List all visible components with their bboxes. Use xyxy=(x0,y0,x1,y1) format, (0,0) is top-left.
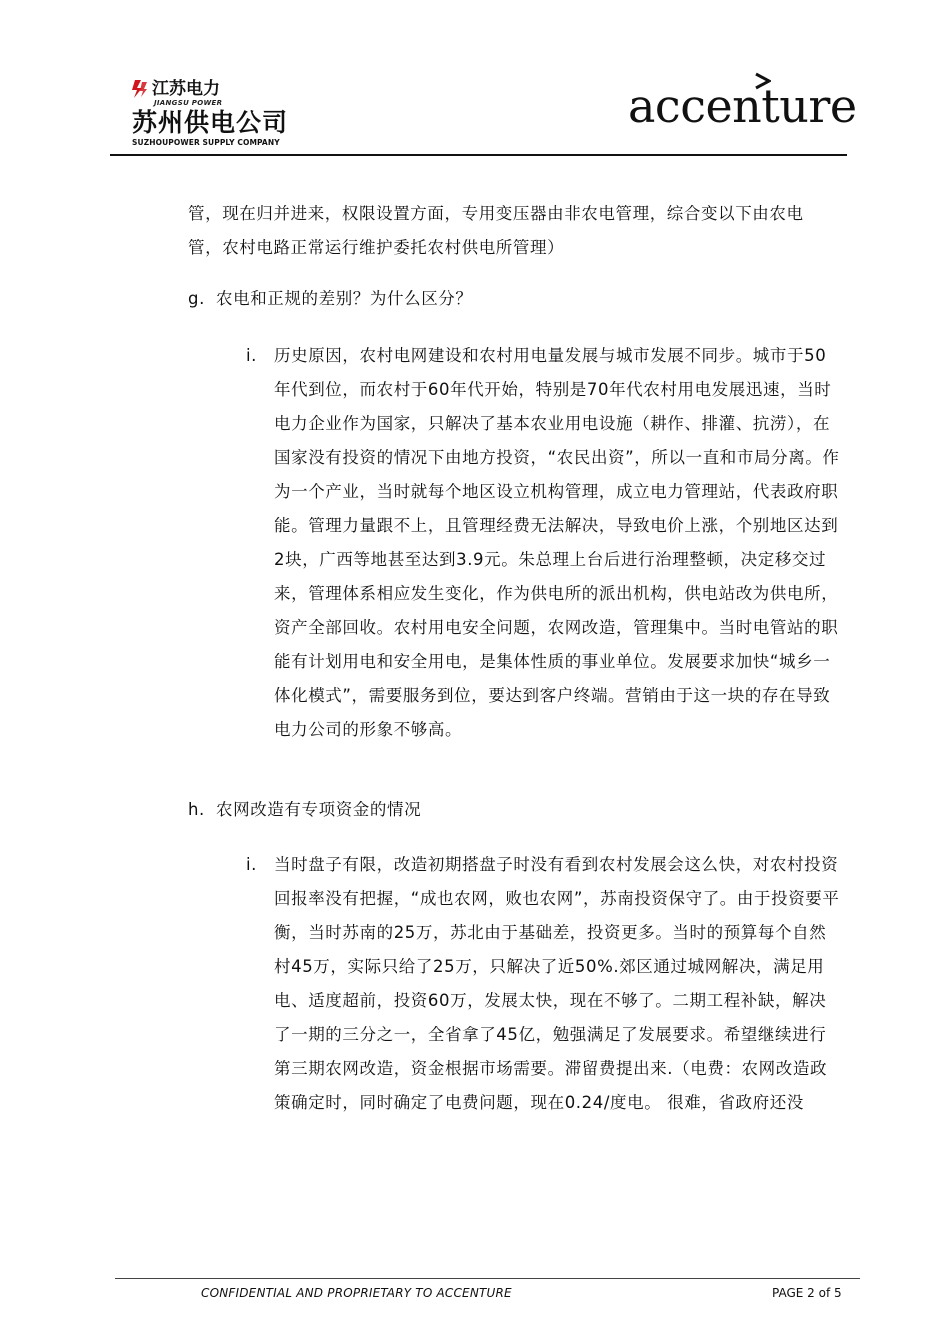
intro-paragraph: 管，现在归并进来，权限设置方面，专用变压器由非农电管理，综合变以下由农电管，农村电路正常运行维护委托农村供电所管理） xyxy=(188,204,804,257)
jiangsu-power-emblem-icon xyxy=(132,80,148,98)
list-marker: g. xyxy=(188,289,205,308)
list-item-text: 农网改造有专项资金的情况 xyxy=(216,800,422,819)
header-divider xyxy=(110,154,847,156)
logo-en-top: JIANGSU POWER xyxy=(154,99,223,107)
sub-item-h-i xyxy=(246,848,846,1120)
confidential-notice: CONFIDENTIAL AND PROPRIETARY TO ACCENTURE xyxy=(201,1286,512,1300)
logo-company-name-en: SUZHOUPOWER SUPPLY COMPANY xyxy=(132,138,280,147)
accenture-wordmark: accenture xyxy=(628,79,857,133)
sub-item-text: 当时盘子有限，改造初期搭盘子时没有看到农村发展会这么快，对农村投资回报率没有把握，“成也农网，败也农网”，苏南投资保守了。由于投资要平衡，当时苏南的25万，苏北由于基础差，投资更多。当时的预算每个自然村45万，实际只给了25万，只解决了近50%.郊区通过城网解决，满足用电、适度超前，投资60万，发展太快，现在不够了。二期工程补缺，解决了一期的三分之一，全省拿了45亿，勉强满足了发展要求。希望继续进行第三期农网改造，资金根据市场需要。滞留费提出来.（电费：农网改造政策确定时，同时确定了电费问题，现在0.24/度电。 很难，省政府还没 xyxy=(274,855,840,1112)
logo-cn-top: 江苏电力 xyxy=(152,79,220,99)
list-item-g xyxy=(188,282,473,316)
page-number: PAGE 2 of 5 xyxy=(772,1286,842,1300)
sub-list-marker: i. xyxy=(246,346,258,365)
sub-item-g-i xyxy=(246,339,846,747)
jiangsu-power-logo xyxy=(132,80,307,150)
list-item-h xyxy=(188,793,421,827)
footer-divider xyxy=(115,1278,860,1279)
sub-list-marker: i. xyxy=(246,855,258,874)
accenture-logo xyxy=(628,72,857,133)
logo-company-name: 苏州供电公司 xyxy=(132,108,289,137)
list-marker: h. xyxy=(188,800,205,819)
sub-item-text: 历史原因，农村电网建设和农村用电量发展与城市发展不同步。城市于50年代到位，而农村于60年代开始，特别是70年代农村用电发展迅速，当时电力企业作为国家，只解决了基本农业用电设施（耕作、排灌、抗涝），在国家没有投资的情况下由地方投资，“农民出资”，所以一直和市局分离。作为一个产业，当时就每个地区设立机构管理，成立电力管理站，代表政府职能。管理力量跟不上，且管理经费无法解决，导致电价上涨，个别地区达到2块，广西等地甚至达到3.9元。朱总理上台后进行治理整顿，决定移交过来，管理体系相应发生变化，作为供电所的派出机构，供电站改为供电所，资产全部回收。农村用电安全问题，农网改造，管理集中。当时电管站的职能有计划用电和安全用电，是集体性质的事业单位。发展要求加快“城乡一体化模式”，需要服务到位，要达到客户终端。营销由于这一块的存在导致电力公司的形象不够高。 xyxy=(274,346,840,739)
list-item-text: 农电和正规的差别？为什么区分？ xyxy=(216,289,473,308)
